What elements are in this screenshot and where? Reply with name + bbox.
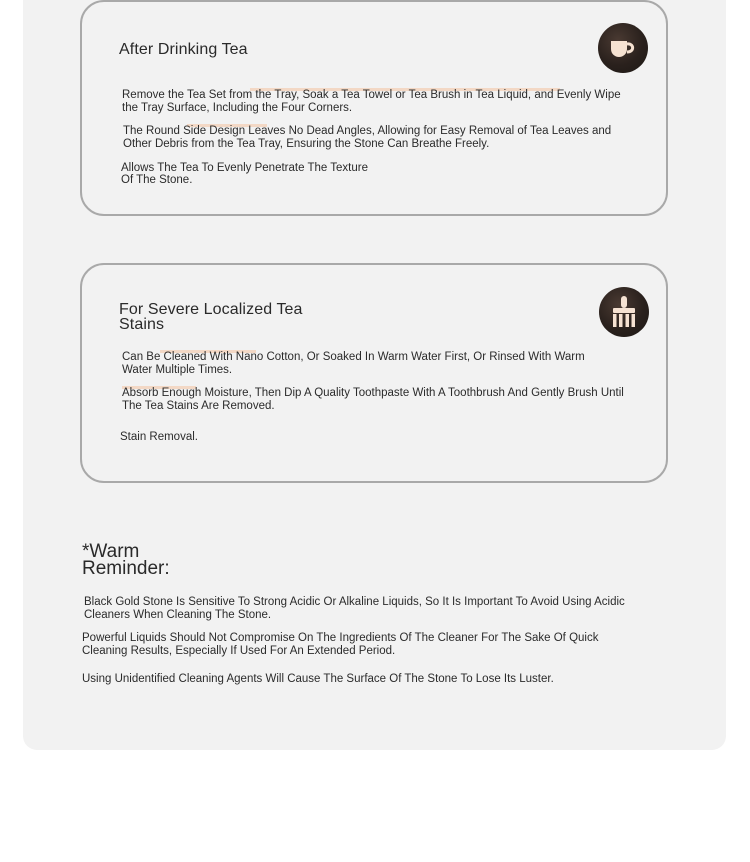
- brush-icon: [599, 287, 649, 337]
- reminder-paragraph-1: Black Gold Stone Is Sensitive To Strong Acidic Or Alkaline Liquids, So It Is Important To Avoid Using Acidic Cleaners When Cleaning The Stone.: [84, 596, 625, 621]
- after-drinking-title: After Drinking Tea: [119, 41, 248, 58]
- after-drinking-card: [80, 0, 668, 216]
- severe-stains-paragraph-3: Stain Removal.: [120, 431, 198, 443]
- severe-stains-paragraph-1: Can Be Cleaned With Nano Cotton, Or Soaked In Warm Water First, Or Rinsed With Warm Water Multiple Times.: [122, 351, 585, 376]
- severe-stains-title-line-2: Stains: [119, 316, 165, 333]
- after-drinking-paragraph-2: The Round Side Design Leaves No Dead Angles, Allowing for Easy Removal of Tea Leaves and Other Debris from the Tea Tray, Ensuring the Stone Can Breathe Freely.: [123, 125, 612, 150]
- severe-stains-title: [119, 302, 303, 332]
- after-drinking-paragraph-3: [121, 162, 421, 187]
- after-drinking-paragraph-3-line-2: Of The Stone.: [121, 174, 193, 186]
- severe-stains-card: [80, 263, 668, 483]
- severe-stains-title-line-1: For Severe Localized Tea: [119, 301, 303, 318]
- reminder-paragraph-2: Powerful Liquids Should Not Compromise On The Ingredients Of The Cleaner For The Sake Of Quick Cleaning Results, Especially If Used For An Extended Period.: [82, 632, 599, 657]
- reminder-title-line-1: *Warm: [82, 541, 140, 562]
- reminder-paragraph-3: Using Unidentified Cleaning Agents Will Cause The Surface Of The Stone To Lose Its Luster.: [82, 673, 554, 685]
- after-drinking-paragraph-3-line-1: Allows The Tea To Evenly Penetrate The Texture: [121, 162, 368, 174]
- severe-stains-paragraph-2: Absorb Enough Moisture, Then Dip A Quality Toothpaste With A Toothbrush And Gently Brush Until The Tea Stains Are Removed.: [122, 387, 624, 412]
- after-drinking-paragraph-1: Remove the Tea Set from the Tray, Soak a Tea Towel or Tea Brush in Tea Liquid, and Evenly Wipe the Tray Surface, Including the Four Corners.: [122, 89, 621, 114]
- cup-icon: [598, 23, 648, 73]
- reminder-title: [82, 543, 170, 577]
- reminder-title-line-2: Reminder:: [82, 558, 170, 579]
